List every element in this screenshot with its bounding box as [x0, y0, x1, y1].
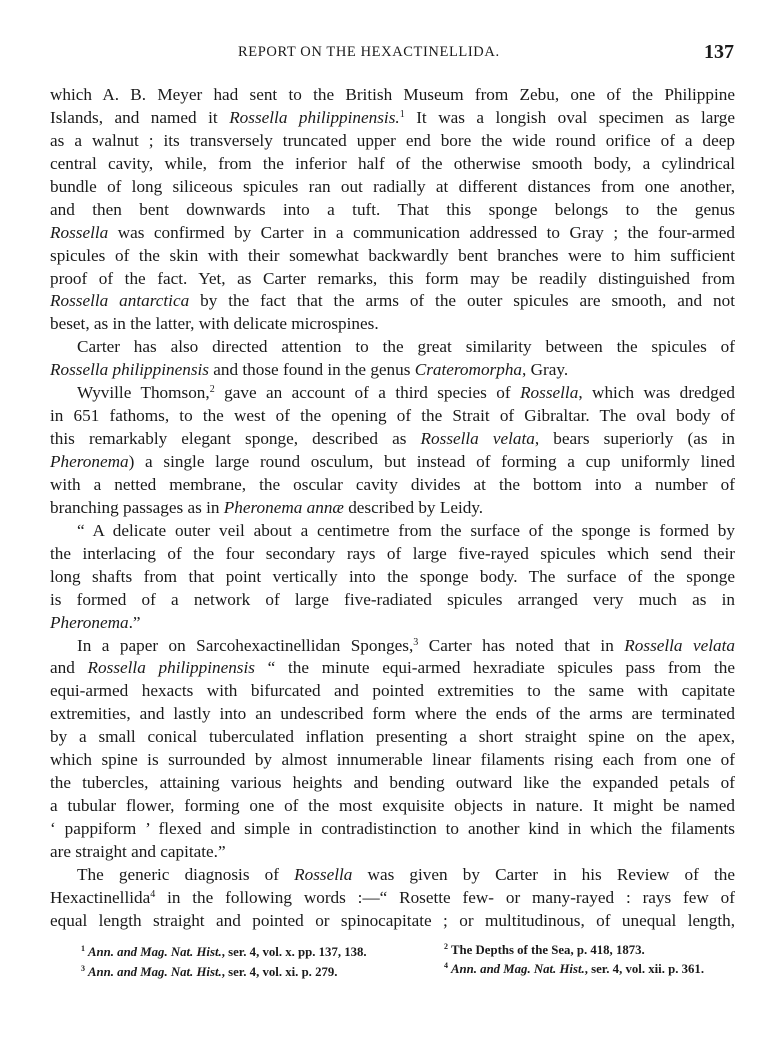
italic-text: Rossella — [294, 864, 353, 884]
text-line — [50, 199, 735, 222]
text-run: long shafts from that point vertically into the sponge body. The surface of the sponge — [50, 566, 735, 586]
text-run: The generic diagnosis of — [77, 864, 295, 884]
text-run: by the fact that the arms of the outer spicules are smooth, and not — [189, 291, 735, 311]
text-run: beset, as in the latter, with delicate microspines. — [50, 314, 379, 334]
footnote-ref: , ser. 4, vol. x. pp. 137, 138. — [221, 945, 367, 959]
text-run: central cavity, while, from the inferior half of the otherwise smooth body, a cylindrical — [50, 153, 735, 173]
running-header — [0, 41, 776, 64]
text-line — [50, 451, 735, 474]
footnote-1 — [81, 945, 367, 960]
text-line — [50, 612, 735, 635]
footnote-3 — [81, 965, 337, 980]
italic-text: Crateromorpha — [414, 360, 523, 380]
text-line — [50, 543, 735, 566]
italic-text: Rossella — [520, 383, 579, 403]
text-run: are straight and capitate.” — [50, 841, 226, 861]
footnote-journal: Ann. and Mag. Nat. Hist. — [451, 962, 585, 976]
text-run: It was a longish oval specimen as large — [404, 107, 736, 127]
text-line — [50, 772, 735, 795]
text-line — [50, 176, 735, 199]
text-run: Carter has noted that in — [418, 635, 625, 655]
text-run: , bears superiorly (as in — [534, 429, 735, 449]
text-run: , which was dredged — [578, 383, 736, 403]
text-line — [50, 428, 735, 451]
italic-text: Pheronema annæ — [223, 497, 344, 517]
text-run: the tubercles, attaining various heights and bending outward like the expanded petals of — [50, 773, 735, 793]
text-run: .” — [128, 612, 141, 632]
text-line — [50, 818, 735, 841]
text-run: and — [50, 658, 88, 678]
text-line — [50, 680, 735, 703]
footnote-reference: 3 — [413, 636, 419, 648]
text-run: “ the minute equi-armed hexradiate spicules pass from the — [254, 658, 735, 678]
text-run: by a small conical tuberculated inflation presenting a short straight spine on the apex, — [50, 727, 735, 747]
text-run: proof of the fact. Yet, as Carter remarks, this form may be readily distinguished from — [50, 268, 735, 288]
text-line — [50, 726, 735, 749]
footnote-ref: , ser. 4, vol. xi. p. 279. — [221, 965, 338, 979]
text-run: in 651 fathoms, to the west of the opening of the Strait of Gibraltar. The oval body of — [50, 406, 735, 426]
text-run: the interlacing of the four secondary rays of large five-rayed spicules which send their — [50, 543, 735, 563]
text-line — [50, 749, 735, 772]
footnote-reference: 1 — [399, 108, 405, 120]
text-run: ‘ pappiform ’ flexed and simple in contradistinction to another kind in which the filaments — [50, 819, 735, 838]
running-title: REPORT ON THE HEXACTINELLIDA. — [238, 44, 500, 60]
text-line — [50, 268, 735, 291]
text-line — [50, 222, 735, 245]
text-run: Carter has also directed attention to the great similarity between the spicules of — [77, 337, 735, 357]
text-line — [50, 657, 735, 680]
footnote-ref: The Depths of the Sea, p. 418, 1873. — [451, 943, 645, 957]
text-line — [50, 245, 735, 268]
text-run: Islands, and named it — [50, 107, 230, 127]
text-line — [50, 382, 735, 405]
text-line — [50, 795, 735, 818]
text-line — [50, 910, 735, 933]
text-run: was confirmed by Carter in a communication addressed to Gray ; the four-armed — [108, 222, 735, 242]
text-line — [50, 566, 735, 589]
footnote-journal: Ann. and Mag. Nat. Hist. — [88, 945, 222, 959]
text-run: in the following words :—“ Rosette few- or many-rayed : rays few of — [155, 887, 735, 907]
text-line — [50, 589, 735, 612]
text-line — [50, 84, 735, 107]
text-run: with a netted membrane, the oscular cavity divides at the bottom into a number of — [50, 474, 735, 494]
text-run: equal length straight and pointed or spinocapitate ; or multitudinous, of unequal length, — [50, 910, 735, 930]
footnote-journal: Ann. and Mag. Nat. Hist. — [88, 965, 222, 979]
text-run: , Gray. — [522, 360, 569, 380]
footnote-reference: 4 — [150, 888, 156, 900]
text-line — [50, 703, 735, 726]
text-run: equi-armed hexacts with bifurcated and pointed extremities to the same with capitate — [50, 681, 735, 701]
text-line — [50, 497, 735, 520]
text-run: In a paper on Sarcohexactinellidan Sponges, — [77, 635, 414, 655]
text-line — [50, 405, 735, 428]
text-line — [50, 336, 735, 359]
italic-text: Pheronema — [50, 452, 129, 471]
footnote-mark: 2 — [444, 942, 448, 951]
text-line — [50, 841, 735, 864]
text-run: and then bent downwards into a tuft. That this sponge belongs to the genus — [50, 199, 735, 219]
text-line — [50, 864, 735, 887]
italic-text: Rossella antarctica — [50, 291, 190, 311]
text-run: and those found in the genus — [208, 360, 415, 380]
text-run: this remarkably elegant sponge, described as — [50, 429, 421, 449]
text-line — [50, 520, 735, 543]
text-run: which spine is surrounded by almost innumerable linear filaments rising each from one of — [50, 750, 735, 770]
text-run: extremities, and lastly into an undescribed form where the ends of the arms are terminated — [50, 704, 735, 724]
text-line — [50, 107, 735, 130]
text-run: branching passages as in — [50, 497, 224, 517]
footnote-mark: 4 — [444, 961, 448, 970]
footnote-4 — [444, 962, 704, 977]
text-line — [50, 153, 735, 176]
italic-text: Pheronema — [50, 612, 129, 632]
text-run: gave an account of a third species of — [214, 383, 521, 403]
page-number: 137 — [704, 41, 734, 63]
footnote-mark: 1 — [81, 944, 85, 953]
text-run: a tubular flower, forming one of the most exquisite objects in nature. It might be named — [50, 796, 735, 816]
text-run: ) a single large round osculum, but instead of forming a cup uniformly lined — [128, 452, 735, 471]
text-line — [50, 887, 735, 910]
text-line — [50, 290, 735, 313]
italic-text: Rossella philippinensis — [87, 658, 255, 678]
text-run: was given by Carter in his Review of the — [352, 864, 736, 884]
text-line — [50, 635, 735, 658]
text-line — [50, 130, 735, 153]
text-run: described by Leidy. — [343, 497, 484, 517]
text-line — [50, 313, 735, 336]
text-run: as a walnut ; its transversely truncated upper end bore the wide round orifice of a deep — [50, 130, 735, 150]
footnote-reference: 2 — [209, 384, 215, 396]
italic-text: Rossella philippinensis. — [229, 107, 400, 127]
text-run: which A. B. Meyer had sent to the British Museum from Zebu, one of the Philippine — [50, 85, 735, 104]
text-run: is formed of a network of large five-radiated spicules arranged very much as in — [50, 589, 735, 609]
italic-text: Rossella velata — [420, 429, 535, 449]
text-line — [50, 359, 735, 382]
italic-text: Rossella velata — [624, 635, 735, 655]
text-line — [50, 474, 735, 497]
footnote-2 — [444, 943, 645, 958]
text-run: bundle of long siliceous spicules ran out radially at different distances from one another, — [50, 176, 735, 196]
text-run: “ A delicate outer veil about a centimetre from the surface of the sponge is formed by — [77, 520, 735, 540]
body-text — [50, 84, 735, 933]
footnote-ref: , ser. 4, vol. xii. p. 361. — [584, 962, 705, 976]
text-run: Wyville Thomson, — [77, 383, 210, 403]
text-run: spicules of the skin with their somewhat backwardly bent branches were to him sufficient — [50, 245, 735, 265]
text-run: Hexactinellida — [50, 887, 151, 907]
footnote-mark: 3 — [81, 964, 85, 973]
italic-text: Rossella — [50, 222, 109, 242]
italic-text: Rossella philippinensis — [50, 360, 209, 380]
